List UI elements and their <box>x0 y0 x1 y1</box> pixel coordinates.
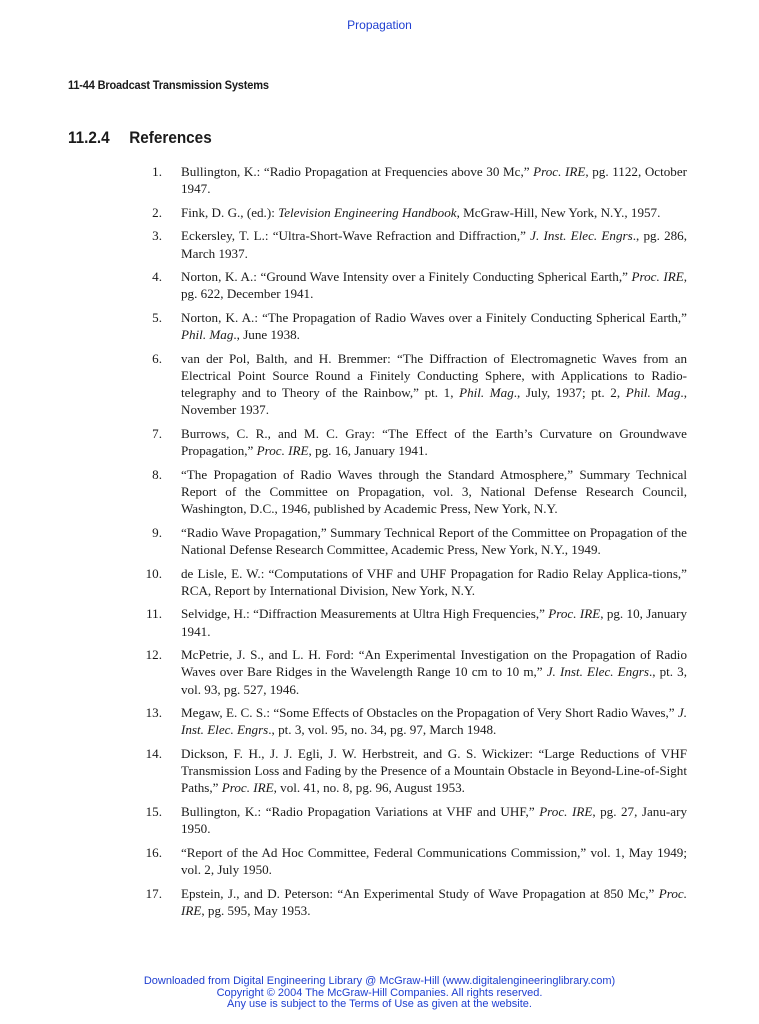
reference-number: 12. <box>145 647 162 663</box>
reference-number: 8. <box>152 466 162 482</box>
reference-number: 3. <box>152 228 162 244</box>
reference-number: 15. <box>145 803 162 819</box>
reference-text: Megaw, E. C. S.: “Some Effects of Obstacles on the Propagation of Very Short Radio Waves,” J. Inst. Elec. Engrs., pt. 3, vol. 95, no. 34, pg. 97, March 1948. <box>181 705 687 738</box>
reference-number: 10. <box>145 565 162 581</box>
reference-item <box>130 227 687 261</box>
reference-item <box>130 704 687 738</box>
reference-item <box>130 844 687 878</box>
reference-item <box>130 646 687 698</box>
reference-text: “The Propagation of Radio Waves through the Standard Atmosphere,” Summary Technical Report of the Committee on Propagation, vol. 3, National Defense Research Council, Washington, D.C., 1946, published by Academic Press, New York, N.Y. <box>181 466 687 517</box>
reference-item <box>130 745 687 797</box>
reference-item <box>130 350 687 419</box>
reference-item <box>130 425 687 459</box>
footer <box>0 976 759 1011</box>
reference-item <box>130 163 687 197</box>
reference-item <box>130 466 687 518</box>
reference-number: 7. <box>152 425 162 441</box>
footer-terms-line[interactable]: Any use is subject to the Terms of Use as given at the website. <box>227 998 532 1011</box>
reference-item <box>130 565 687 599</box>
reference-text: Eckersley, T. L.: “Ultra-Short-Wave Refraction and Diffraction,” J. Inst. Elec. Engrs., pg. 286, March 1937. <box>181 228 687 261</box>
reference-number: 2. <box>152 204 162 220</box>
reference-text: Dickson, F. H., J. J. Egli, J. W. Herbstreit, and G. S. Wickizer: “Large Reductions of VHF Transmission Loss and Fading by the Presence of a Mountain Obstacle in Beyond-Line-of-Sight Paths,” Proc. IRE, vol. 41, no. 8, pg. 96, August 1953. <box>181 745 687 796</box>
reference-list <box>130 163 687 925</box>
reference-text: “Report of the Ad Hoc Committee, Federal Communications Commission,” vol. 1, May 1949; vol. 2, July 1950. <box>181 844 687 877</box>
chapter-link[interactable]: Propagation <box>347 18 412 32</box>
reference-item <box>130 268 687 302</box>
section-number: 11.2.4 <box>68 128 110 147</box>
reference-text: Selvidge, H.: “Diffraction Measurements at Ultra High Frequencies,” Proc. IRE, pg. 10, January 1941. <box>181 606 687 639</box>
reference-item <box>130 605 687 639</box>
section-heading <box>68 128 212 148</box>
reference-number: 6. <box>152 350 162 366</box>
reference-text: Norton, K. A.: “The Propagation of Radio Waves over a Finitely Conducting Spherical Earth,” Phil. Mag., June 1938. <box>181 309 687 343</box>
reference-number: 17. <box>145 885 162 901</box>
reference-number: 9. <box>152 524 162 540</box>
reference-item <box>130 524 687 558</box>
reference-text: Fink, D. G., (ed.): Television Engineering Handbook, McGraw-Hill, New York, N.Y., 1957. <box>181 204 661 220</box>
section-title: References <box>129 128 212 147</box>
reference-text: Burrows, C. R., and M. C. Gray: “The Effect of the Earth’s Curvature on Groundwave Propagation,” Proc. IRE, pg. 16, January 1941. <box>181 425 687 459</box>
reference-number: 4. <box>152 269 162 285</box>
reference-text: van der Pol, Balth, and H. Bremmer: “The Diffraction of Electromagnetic Waves from an Electrical Point Source Round a Finitely Conducting Sphere, with Applications to Radio-telegraphy and to Theory of the Rainbow,” pt. 1, Phil. Mag., July, 1937; pt. 2, Phil. Mag., November 1937. <box>181 350 687 418</box>
reference-text: Norton, K. A.: “Ground Wave Intensity over a Finitely Conducting Spherical Earth,” Proc. IRE, pg. 622, December 1941. <box>181 269 687 302</box>
reference-text: Bullington, K.: “Radio Propagation at Frequencies above 30 Mc,” Proc. IRE, pg. 1122, October 1947. <box>181 164 687 197</box>
reference-text: McPetrie, J. S., and L. H. Ford: “An Experimental Investigation on the Propagation of Radio Waves over Bare Ridges in the Wavelength Range 10 cm to 10 m,” J. Inst. Elec. Engrs., pt. 3, vol. 93, pg. 527, 1946. <box>181 647 688 697</box>
reference-item <box>130 309 687 343</box>
reference-text: de Lisle, E. W.: “Computations of VHF and UHF Propagation for Radio Relay Applica-tions,” RCA, Report by International Division, New York, N.Y. <box>181 565 687 598</box>
reference-text: Bullington, K.: “Radio Propagation Variations at VHF and UHF,” Proc. IRE, pg. 27, Janu-ary 1950. <box>181 803 687 837</box>
reference-number: 14. <box>145 745 162 761</box>
reference-number: 5. <box>152 309 162 325</box>
reference-item <box>130 204 687 221</box>
reference-text: “Radio Wave Propagation,” Summary Technical Report of the Committee on Propagation of the National Defense Research Committee, Academic Press, New York, N.Y., 1949. <box>181 524 687 557</box>
reference-number: 16. <box>145 844 162 860</box>
reference-item <box>130 885 687 919</box>
reference-number: 1. <box>152 164 162 179</box>
reference-text: Epstein, J., and D. Peterson: “An Experimental Study of Wave Propagation at 850 Mc,” Proc. IRE, pg. 595, May 1953. <box>181 885 687 918</box>
footer-copyright-line[interactable]: Copyright © 2004 The McGraw-Hill Companies. All rights reserved. <box>216 986 543 999</box>
running-head: 11-44 Broadcast Transmission Systems <box>68 78 269 92</box>
footer-download-line[interactable]: Downloaded from Digital Engineering Library @ McGraw-Hill (www.digitalengineeringlibrary.com) <box>143 975 616 987</box>
reference-number: 13. <box>145 705 162 721</box>
reference-item <box>130 803 687 837</box>
reference-number: 11. <box>146 606 162 622</box>
